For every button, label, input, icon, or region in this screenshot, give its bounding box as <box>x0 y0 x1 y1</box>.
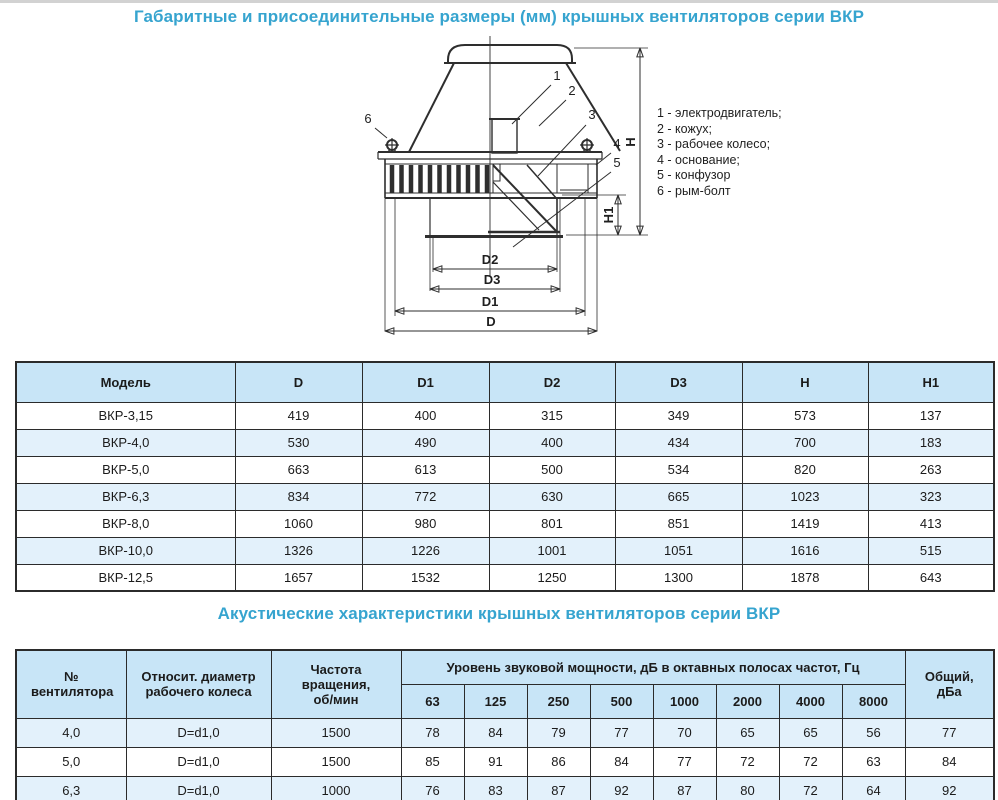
legend-item: 2 - кожух; <box>657 121 712 136</box>
cell: 434 <box>615 429 742 456</box>
part-label-6: 6 <box>364 111 372 126</box>
cell: 419 <box>235 402 362 429</box>
cell: 56 <box>842 718 905 747</box>
cell: 1878 <box>742 564 868 591</box>
cell: 400 <box>362 402 489 429</box>
cell: 613 <box>362 456 489 483</box>
model-cell: ВКР-12,5 <box>16 564 235 591</box>
octave-band-header: 8000 <box>842 684 905 718</box>
cell: 490 <box>362 429 489 456</box>
cell: 91 <box>464 747 527 776</box>
cell: D=d1,0 <box>126 776 271 800</box>
cell: 263 <box>868 456 994 483</box>
table-row <box>16 483 994 510</box>
cell: 1616 <box>742 537 868 564</box>
cell: 64 <box>842 776 905 800</box>
legend-item: 5 - конфузор <box>657 168 731 182</box>
cell: 79 <box>527 718 590 747</box>
cell: 92 <box>905 776 994 800</box>
cell: 851 <box>615 510 742 537</box>
model-cell: ВКР-10,0 <box>16 537 235 564</box>
fan-base <box>385 159 597 198</box>
column-header-d: D <box>235 362 362 402</box>
octave-band-header: 2000 <box>716 684 779 718</box>
cell: 400 <box>489 429 615 456</box>
dimensions-table-wrap <box>15 361 995 592</box>
cell: 1326 <box>235 537 362 564</box>
column-header-h1: H1 <box>868 362 994 402</box>
octave-band-header: 500 <box>590 684 653 718</box>
cell: 643 <box>868 564 994 591</box>
cell: 137 <box>868 402 994 429</box>
column-header-d3: D3 <box>615 362 742 402</box>
fan-number-cell: 5,0 <box>16 747 126 776</box>
cell: 77 <box>653 747 716 776</box>
label-h: H <box>623 137 638 147</box>
cell: 1000 <box>271 776 401 800</box>
eye-bolt-left <box>385 138 399 152</box>
cell: 76 <box>401 776 464 800</box>
cell: 1419 <box>742 510 868 537</box>
cell: 665 <box>615 483 742 510</box>
cell: 1250 <box>489 564 615 591</box>
cell: 70 <box>653 718 716 747</box>
cell: 84 <box>590 747 653 776</box>
cell: 1657 <box>235 564 362 591</box>
acoustic-table-wrap <box>15 649 995 800</box>
cell: 84 <box>905 747 994 776</box>
cell: 515 <box>868 537 994 564</box>
part-label-5: 5 <box>613 155 621 170</box>
cell: 663 <box>235 456 362 483</box>
table-row <box>16 776 994 800</box>
cell: 86 <box>527 747 590 776</box>
table-row <box>16 747 994 776</box>
column-header-rel-diameter: Относит. диаметр рабочего колеса <box>126 650 271 718</box>
table-row <box>16 537 994 564</box>
part-label-1: 1 <box>553 68 561 83</box>
model-cell: ВКР-8,0 <box>16 510 235 537</box>
table-row <box>16 456 994 483</box>
cell: 78 <box>401 718 464 747</box>
dimension-lines <box>385 48 640 331</box>
cell: 534 <box>615 456 742 483</box>
label-d: D <box>486 314 496 329</box>
cell: 530 <box>235 429 362 456</box>
cell: 72 <box>779 747 842 776</box>
cell: 65 <box>779 718 842 747</box>
cell: 315 <box>489 402 615 429</box>
cell: 1226 <box>362 537 489 564</box>
table-row <box>16 510 994 537</box>
model-cell: ВКР-4,0 <box>16 429 235 456</box>
cell: 1023 <box>742 483 868 510</box>
legend-item: 4 - основание; <box>657 152 740 167</box>
label-d2: D2 <box>481 252 499 267</box>
acoustic-table <box>15 649 995 800</box>
cell: 77 <box>905 718 994 747</box>
cell: 77 <box>590 718 653 747</box>
part-label-2: 2 <box>568 83 576 98</box>
page-title-acoustic: Акустические характеристики крышных вентиляторов серии ВКР <box>217 604 781 623</box>
cell: 349 <box>615 402 742 429</box>
cell: 1001 <box>489 537 615 564</box>
cell: 1500 <box>271 747 401 776</box>
dimensions-table <box>15 361 995 592</box>
cell: 573 <box>742 402 868 429</box>
cell: 413 <box>868 510 994 537</box>
legend-item: 6 - рым-болт <box>657 183 731 198</box>
cell: 63 <box>842 747 905 776</box>
cell: 83 <box>464 776 527 800</box>
cell: 700 <box>742 429 868 456</box>
cell: 820 <box>742 456 868 483</box>
column-header-total: Общий, дБа <box>905 650 994 718</box>
cell: 323 <box>868 483 994 510</box>
label-d3: D3 <box>483 272 501 287</box>
cell: D=d1,0 <box>126 747 271 776</box>
octave-band-header: 125 <box>464 684 527 718</box>
column-header-d1: D1 <box>362 362 489 402</box>
cell: 1051 <box>615 537 742 564</box>
table-row <box>16 402 994 429</box>
fan-diagram <box>330 29 650 353</box>
octave-band-header: 4000 <box>779 684 842 718</box>
octave-band-header: 250 <box>527 684 590 718</box>
fan-cowl <box>409 45 620 152</box>
model-cell: ВКР-3,15 <box>16 402 235 429</box>
eye-bolt-right <box>580 138 594 152</box>
table-row <box>16 564 994 591</box>
octave-band-header: 1000 <box>653 684 716 718</box>
page-title-dimensions: Габаритные и присоединительные размеры (мм) крышных вентиляторов серии ВКР <box>133 7 865 26</box>
table-row <box>16 429 994 456</box>
header-row <box>16 650 994 684</box>
cell: D=d1,0 <box>126 718 271 747</box>
column-header-h: H <box>742 362 868 402</box>
table-row <box>16 718 994 747</box>
column-header-rotation-speed: Частота вращения, об/мин <box>271 650 401 718</box>
cell: 1060 <box>235 510 362 537</box>
cell: 834 <box>235 483 362 510</box>
cell: 87 <box>527 776 590 800</box>
cell: 72 <box>716 747 779 776</box>
column-header-d2: D2 <box>489 362 615 402</box>
cell: 500 <box>489 456 615 483</box>
part-label-3: 3 <box>588 107 596 122</box>
cell: 80 <box>716 776 779 800</box>
part-label-4: 4 <box>613 136 621 151</box>
cell: 801 <box>489 510 615 537</box>
legend-item: 3 - рабочее колесо; <box>657 137 771 151</box>
fan-motor <box>489 119 520 153</box>
label-h1: H1 <box>601 206 616 224</box>
cell: 1300 <box>615 564 742 591</box>
cell: 980 <box>362 510 489 537</box>
label-d1: D1 <box>481 294 499 309</box>
cell: 772 <box>362 483 489 510</box>
cell: 65 <box>716 718 779 747</box>
model-cell: ВКР-5,0 <box>16 456 235 483</box>
column-header-model: Модель <box>16 362 235 402</box>
cell: 72 <box>779 776 842 800</box>
fan-number-cell: 6,3 <box>16 776 126 800</box>
cell: 84 <box>464 718 527 747</box>
cell: 183 <box>868 429 994 456</box>
parts-legend <box>657 106 782 199</box>
cell: 1500 <box>271 718 401 747</box>
legend-item: 1 - электродвигатель; <box>657 106 782 120</box>
cell: 630 <box>489 483 615 510</box>
header-row <box>16 362 994 402</box>
fan-number-cell: 4,0 <box>16 718 126 747</box>
octave-band-header: 63 <box>401 684 464 718</box>
column-header-fan-number: № вентилятора <box>16 650 126 718</box>
model-cell: ВКР-6,3 <box>16 483 235 510</box>
cell: 85 <box>401 747 464 776</box>
cell: 1532 <box>362 564 489 591</box>
cell: 87 <box>653 776 716 800</box>
cell: 92 <box>590 776 653 800</box>
column-header-sound-power-group: Уровень звуковой мощности, дБ в октавных полосах частот, Гц <box>401 650 905 684</box>
